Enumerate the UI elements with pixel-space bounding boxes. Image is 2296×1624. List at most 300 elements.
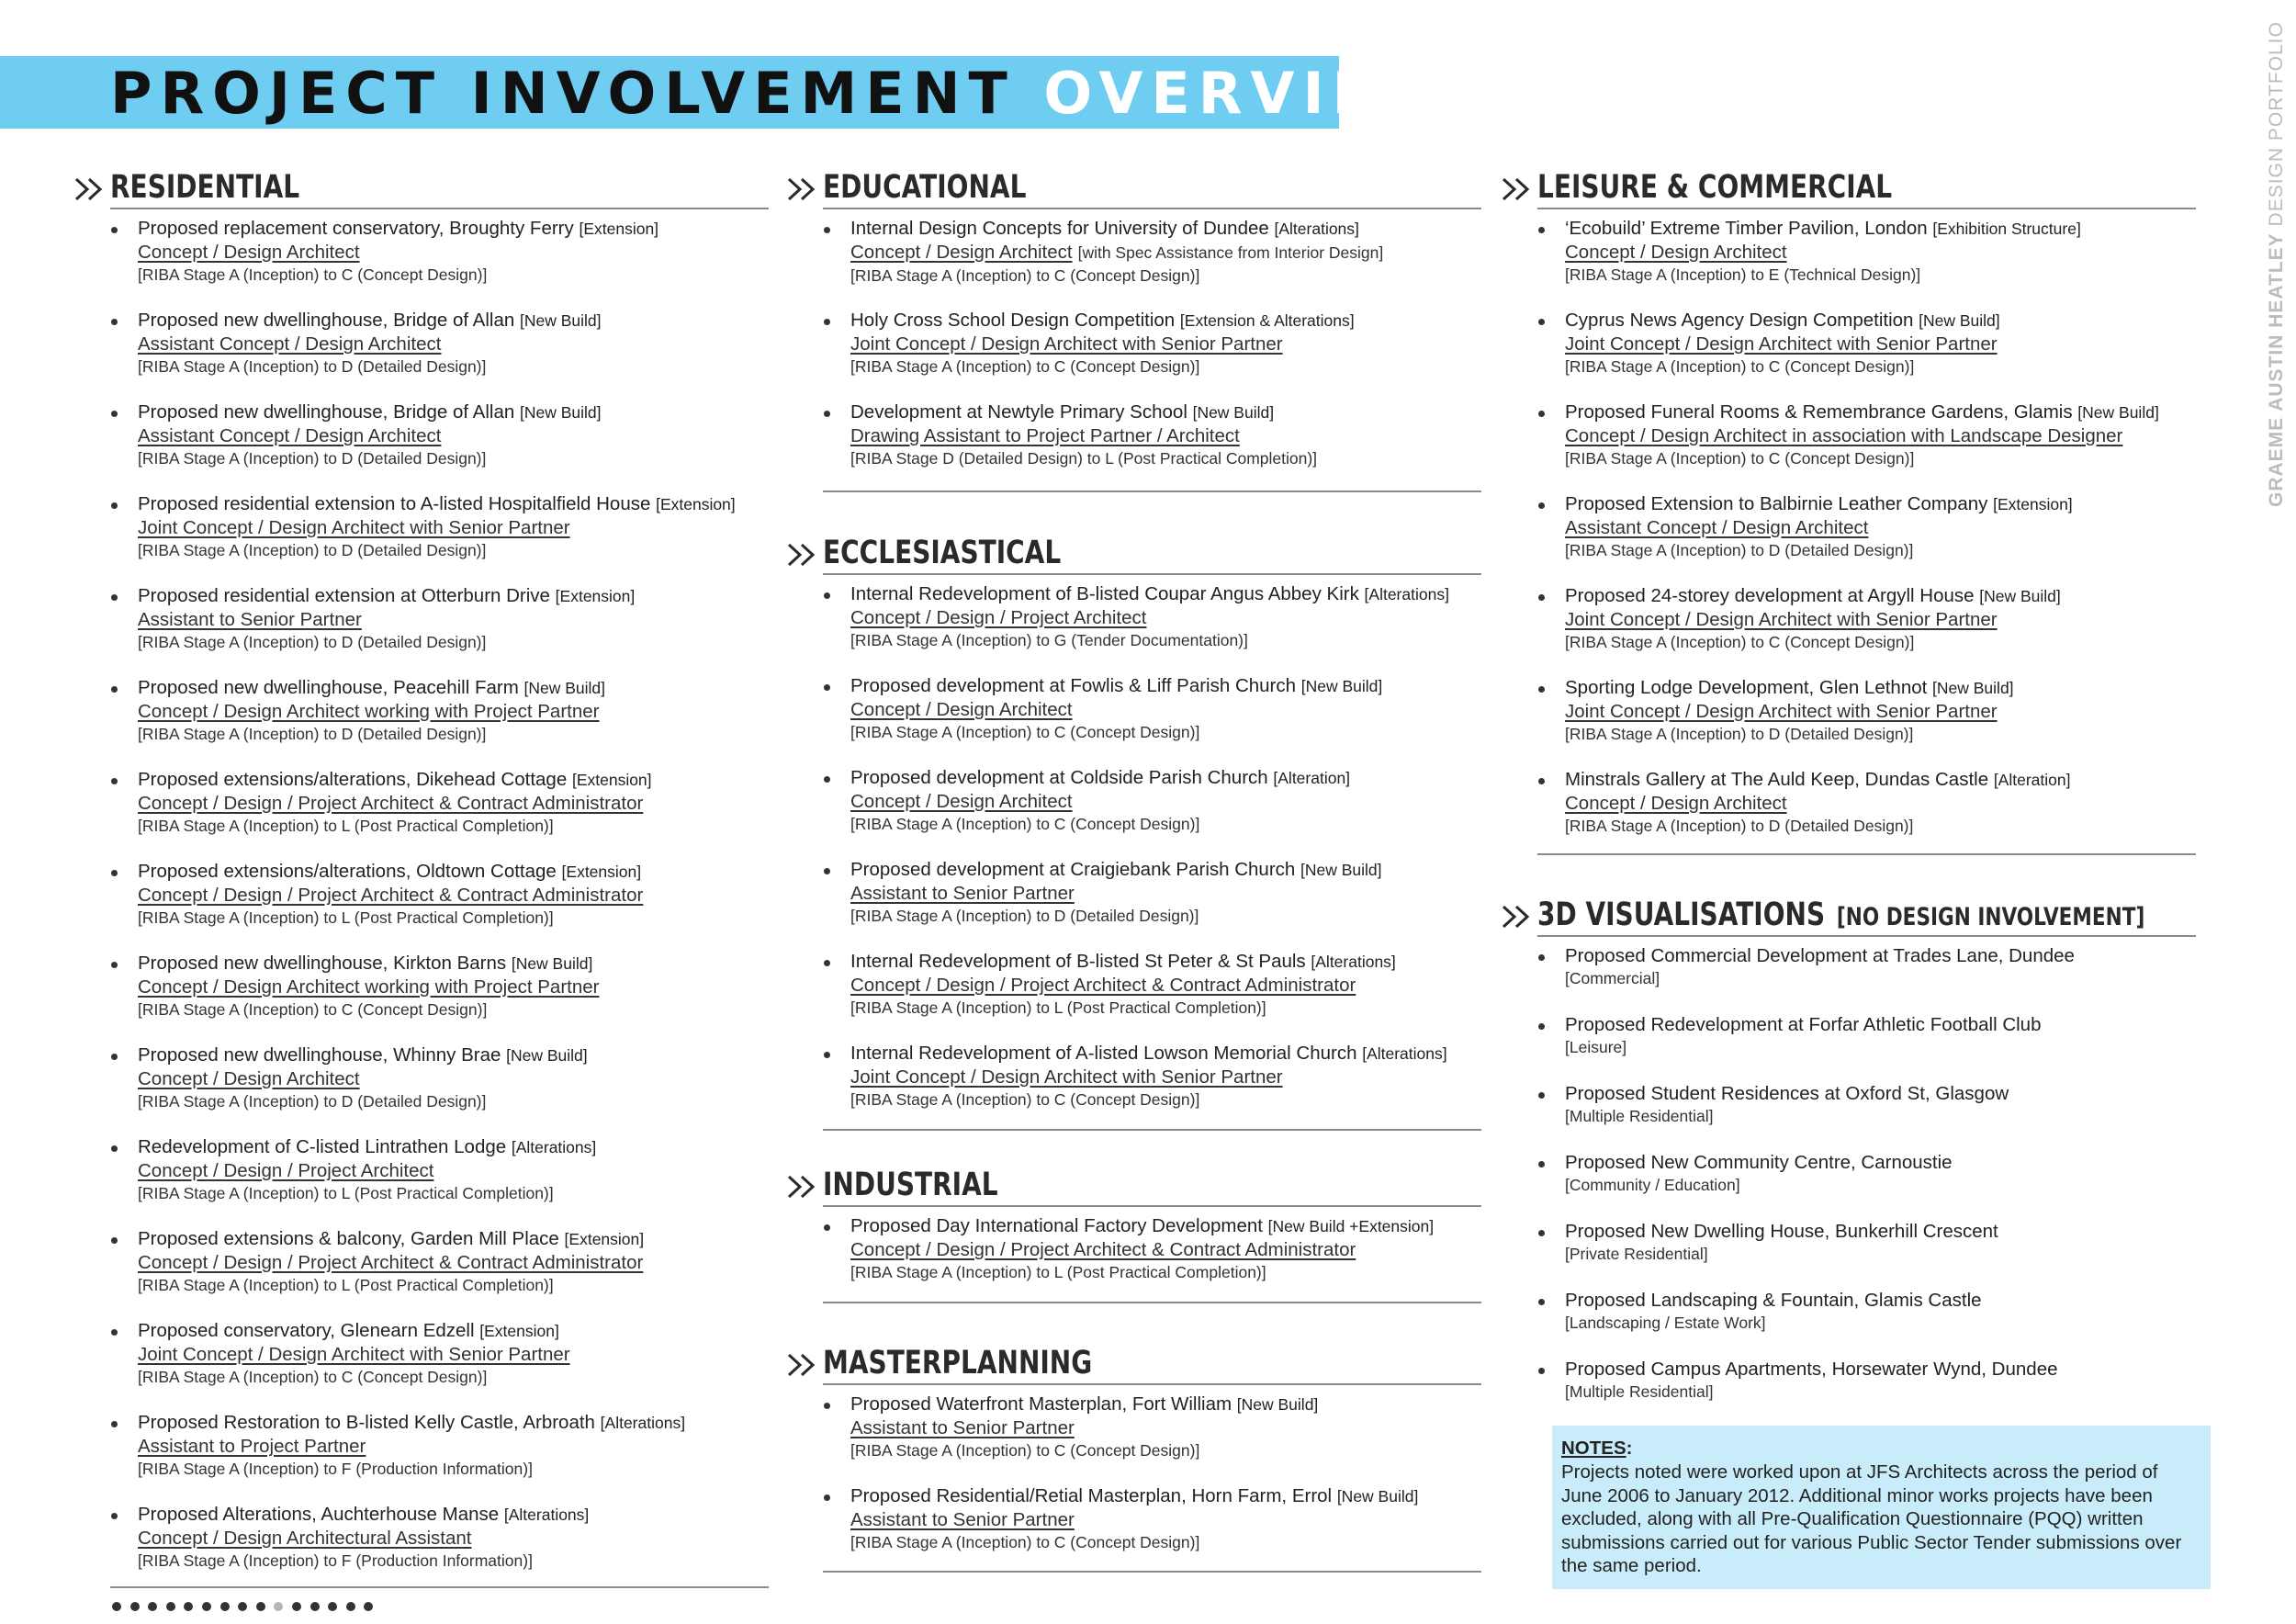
project-type-tag: [New Build] — [511, 954, 593, 973]
role-text: Concept / Design Architect working with Project Partner — [138, 976, 600, 998]
role-text: Concept / Design / Project Architect & Contract Administrator — [850, 1239, 1356, 1260]
role-text: Assistant to Senior Partner — [138, 609, 362, 630]
project-title: Redevelopment of C-listed Lintrathen Lodge — [138, 1136, 507, 1157]
project-title: Proposed new dwellinghouse, Peacehill Farm — [138, 677, 519, 698]
project-type-tag: [Extension] — [579, 220, 659, 238]
project-name — [138, 1503, 769, 1527]
role-text: Concept / Design Architect — [850, 791, 1073, 812]
list-item — [73, 676, 769, 768]
role-text: Joint Concept / Design Architect with Senior Partner — [850, 1066, 1283, 1088]
role-text: Concept / Design Architectural Assistant — [138, 1528, 472, 1549]
project-type-tag: [Alterations] — [511, 1138, 597, 1156]
project-title: Proposed New Community Centre, Carnoustie — [1565, 1152, 1953, 1173]
project-type-tag: [Extension] — [564, 1230, 645, 1248]
project-title: Proposed residential extension to A-listed Hospitalfield House — [138, 493, 651, 514]
project-role — [850, 1066, 1481, 1088]
riba-stage: [RIBA Stage A (Inception) to D (Detailed Design)] — [138, 541, 487, 559]
project-name — [1565, 584, 2196, 608]
bullet-icon — [1538, 319, 1545, 325]
project-name — [1565, 1151, 2196, 1174]
section-title-text: INDUSTRIAL — [823, 1167, 998, 1203]
riba-stage: [RIBA Stage A (Inception) to L (Post Practical Completion)] — [138, 817, 554, 835]
list-item — [786, 1042, 1481, 1133]
list-item — [73, 492, 769, 584]
riba-stage: [RIBA Stage A (Inception) to C (Concept Design)] — [850, 1441, 1200, 1460]
project-role — [138, 333, 769, 355]
riba-stage: [RIBA Stage A (Inception) to F (Production Information)] — [138, 1551, 533, 1570]
project-type-tag: [New Build] — [1932, 679, 2014, 697]
project-type-tag: [New Build] — [1336, 1487, 1419, 1506]
section-title — [1537, 895, 2144, 938]
project-name — [850, 582, 1481, 606]
project-category: [Multiple Residential] — [1565, 1382, 1714, 1401]
section-heading — [786, 533, 1481, 573]
bullet-icon — [824, 684, 830, 691]
section-end-rule — [823, 1302, 1481, 1303]
role-text: Concept / Design Architect — [850, 242, 1073, 263]
project-type-tag: [New Build] — [523, 679, 606, 697]
section-title-text: RESIDENTIAL — [110, 169, 300, 206]
bullet-icon — [1538, 227, 1545, 233]
riba-stage: [RIBA Stage D (Detailed Design) to L (Post Practical Completion)] — [850, 449, 1318, 468]
project-title: Proposed Funeral Rooms & Remembrance Gardens, Glamis — [1565, 401, 2073, 423]
project-name — [138, 1135, 769, 1159]
list-item — [1501, 768, 2196, 860]
page-dot[interactable] — [292, 1602, 301, 1611]
bullet-icon — [1538, 778, 1545, 784]
project-role — [850, 790, 1481, 813]
project-role — [850, 424, 1481, 447]
section-title — [823, 533, 1061, 573]
section-ecclesiastical — [786, 533, 1481, 1133]
project-type-tag: [New Build +Extension] — [1267, 1217, 1435, 1235]
role-text: Concept / Design Architect — [1565, 793, 1787, 814]
project-name — [850, 400, 1481, 424]
project-type-tag: [Extension] — [555, 587, 636, 605]
riba-stage: [RIBA Stage A (Inception) to D (Detailed Design)] — [1565, 541, 1914, 559]
project-name — [1565, 1082, 2196, 1105]
section-title-text: LEISURE & COMMERCIAL — [1537, 169, 1893, 206]
list-item — [786, 1484, 1481, 1576]
portfolio-label: DESIGN PORTFOLIO — [2266, 21, 2287, 227]
page-dot[interactable] — [166, 1602, 175, 1611]
project-title: Internal Redevelopment of A-listed Lowson Memorial Church — [850, 1043, 1357, 1064]
project-name — [1565, 944, 2196, 967]
section-end-rule — [823, 1129, 1481, 1131]
riba-stage: [RIBA Stage A (Inception) to C (Concept Design)] — [138, 265, 488, 284]
project-category: [Multiple Residential] — [1565, 1107, 1714, 1125]
list-item — [786, 217, 1481, 309]
bullet-icon — [111, 227, 118, 233]
project-role — [138, 1251, 769, 1274]
project-title: Proposed Day International Factory Development — [850, 1215, 1263, 1236]
project-name — [1565, 1358, 2196, 1381]
role-text: Concept / Design / Project Architect — [850, 607, 1147, 628]
section-end-rule — [110, 1586, 769, 1588]
project-category: [Private Residential] — [1565, 1245, 1708, 1263]
project-type-tag: [Extension] — [656, 495, 736, 513]
list-item — [1501, 1013, 2196, 1082]
section-3d-visualisations — [1501, 895, 2196, 1427]
section-heading — [1501, 167, 2196, 208]
page-title — [110, 57, 1450, 130]
project-title: Proposed development at Fowlis & Liff Parish Church — [850, 675, 1297, 696]
riba-stage: [RIBA Stage A (Inception) to D (Detailed Design)] — [1565, 817, 1914, 835]
project-role — [1565, 700, 2196, 723]
project-name — [138, 309, 769, 333]
role-text: Concept / Design / Project Architect & Contract Administrator — [850, 975, 1356, 996]
riba-stage: [RIBA Stage A (Inception) to D (Detailed Design)] — [850, 907, 1199, 925]
bullet-icon — [1538, 502, 1545, 509]
list-item — [786, 766, 1481, 858]
section-masterplanning — [786, 1343, 1481, 1576]
project-name — [1565, 768, 2196, 792]
project-name — [850, 766, 1481, 790]
project-list — [73, 208, 769, 1595]
double-chevron-icon — [1501, 176, 1536, 202]
project-name — [850, 950, 1481, 974]
role-note: [with Spec Assistance from Interior Design] — [1077, 243, 1384, 262]
list-item — [786, 674, 1481, 766]
project-type-tag: [New Build] — [1919, 311, 2000, 330]
project-title: Proposed Landscaping & Fountain, Glamis Castle — [1565, 1290, 1982, 1311]
section-title-suffix: [NO DESIGN INVOLVEMENT] — [1836, 903, 2145, 931]
project-title: Proposed Campus Apartments, Horsewater Wynd, Dundee — [1565, 1359, 2058, 1380]
bullet-icon — [1538, 1161, 1545, 1167]
project-title: Proposed extensions/alterations, Oldtown Cottage — [138, 861, 557, 882]
project-list — [786, 573, 1481, 1133]
project-name — [138, 217, 769, 241]
project-type-tag: [Alteration] — [1273, 769, 1351, 787]
project-name — [138, 1227, 769, 1251]
list-item — [1501, 400, 2196, 492]
section-heading — [786, 1165, 1481, 1205]
role-text: Assistant to Senior Partner — [850, 1509, 1075, 1530]
riba-stage: [RIBA Stage A (Inception) to E (Technical Design)] — [1565, 265, 1921, 284]
project-title: Proposed Redevelopment at Forfar Athletic Football Club — [1565, 1014, 2042, 1035]
project-title: Proposed Restoration to B-listed Kelly Castle, Arbroath — [138, 1412, 595, 1433]
project-role — [138, 792, 769, 815]
bullet-icon — [824, 319, 830, 325]
bullet-icon — [111, 411, 118, 417]
page-dot[interactable] — [364, 1602, 373, 1611]
section-heading — [1501, 895, 2196, 935]
project-name — [1565, 1013, 2196, 1036]
project-type-tag: [Extension] — [1993, 495, 2073, 513]
list-item — [73, 1043, 769, 1135]
project-name — [138, 1319, 769, 1343]
project-name — [138, 676, 769, 700]
section-title-text: EDUCATIONAL — [823, 169, 1027, 206]
bullet-icon — [824, 776, 830, 783]
project-type-tag: [New Build] — [519, 311, 602, 330]
role-text: Concept / Design Architect working with Project Partner — [138, 701, 600, 722]
project-name — [138, 952, 769, 976]
riba-stage: [RIBA Stage A (Inception) to L (Post Practical Completion)] — [138, 1276, 554, 1294]
project-role — [138, 976, 769, 998]
role-text: Drawing Assistant to Project Partner / Architect — [850, 425, 1240, 446]
bullet-icon — [824, 1494, 830, 1501]
project-role — [138, 1343, 769, 1366]
riba-stage: [RIBA Stage A (Inception) to C (Concept Design)] — [1565, 357, 1915, 376]
project-role — [138, 608, 769, 631]
page-dot[interactable] — [130, 1602, 140, 1611]
project-role — [1565, 608, 2196, 631]
project-role — [850, 698, 1481, 721]
project-title: Proposed 24-storey development at Argyll House — [1565, 585, 1975, 606]
project-title: Proposed Student Residences at Oxford St, Glasgow — [1565, 1083, 2009, 1104]
riba-stage: [RIBA Stage A (Inception) to D (Detailed Design)] — [1565, 725, 1914, 743]
page-dot[interactable] — [346, 1602, 355, 1611]
project-type-tag: [Alterations] — [503, 1506, 590, 1524]
bullet-icon — [111, 594, 118, 601]
project-type-tag: [Alterations] — [600, 1414, 686, 1432]
project-title: Sporting Lodge Development, Glen Lethnot — [1565, 677, 1928, 698]
riba-stage: [RIBA Stage A (Inception) to C (Concept Design)] — [850, 815, 1200, 833]
project-title: Proposed Extension to Balbirnie Leather Company — [1565, 493, 1988, 514]
project-role — [138, 700, 769, 723]
project-role — [138, 1067, 769, 1090]
bullet-icon — [1538, 1230, 1545, 1236]
bullet-icon — [111, 778, 118, 784]
project-category: [Leisure] — [1565, 1038, 1627, 1056]
project-type-tag: [New Build] — [506, 1046, 588, 1065]
project-title: Proposed Residential/Retial Masterplan, Horn Farm, Errol — [850, 1485, 1333, 1506]
project-title: Proposed New Dwelling House, Bunkerhill Crescent — [1565, 1221, 1998, 1242]
project-title: Proposed new dwellinghouse, Kirkton Barns — [138, 953, 507, 974]
riba-stage: [RIBA Stage A (Inception) to C (Concept Design)] — [850, 1090, 1200, 1109]
section-end-rule — [1537, 853, 2196, 855]
riba-stage: [RIBA Stage A (Inception) to C (Concept Design)] — [1565, 633, 1915, 651]
project-title: Proposed development at Coldside Parish Church — [850, 767, 1268, 788]
list-item — [73, 768, 769, 860]
project-name — [1565, 676, 2196, 700]
bullet-icon — [111, 1329, 118, 1336]
page-dot[interactable] — [256, 1602, 265, 1611]
bullet-icon — [111, 1054, 118, 1060]
project-name — [850, 858, 1481, 882]
section-residential — [73, 167, 769, 1595]
project-type-tag: [New Build] — [1236, 1395, 1319, 1414]
section-industrial — [786, 1165, 1481, 1306]
riba-stage: [RIBA Stage A (Inception) to C (Concept Design)] — [850, 266, 1200, 285]
notes-body: Projects noted were worked upon at JFS Architects across the period of June 2006 to January 2012. Additional minor works projects have been excluded, along with all Pre-Qualification Questionnaire (PQQ) written submissions carried out for various Public Sector Tender submissions over the same period. — [1561, 1461, 2182, 1576]
page-dot[interactable] — [184, 1602, 193, 1611]
notes-heading: NOTES: — [1561, 1438, 1633, 1459]
section-educational — [786, 167, 1481, 492]
bullet-icon — [824, 1052, 830, 1058]
riba-stage: [RIBA Stage A (Inception) to D (Detailed Design)] — [138, 449, 487, 468]
page-title-dark: PROJECT INVOLVEMENT — [110, 60, 1016, 127]
list-item — [73, 1319, 769, 1411]
bullet-icon — [824, 960, 830, 966]
riba-stage: [RIBA Stage A (Inception) to C (Concept Design)] — [850, 723, 1200, 741]
list-item — [1501, 217, 2196, 309]
project-title: Internal Design Concepts for University of Dundee — [850, 218, 1269, 239]
riba-stage: [RIBA Stage A (Inception) to L (Post Practical Completion)] — [138, 1184, 554, 1202]
project-type-tag: [New Build] — [1300, 861, 1382, 879]
project-role — [850, 882, 1481, 905]
role-text: Joint Concept / Design Architect with Senior Partner — [138, 517, 570, 538]
section-title — [823, 167, 1026, 208]
project-title: Proposed new dwellinghouse, Whinny Brae — [138, 1044, 501, 1066]
project-name — [1565, 1289, 2196, 1312]
page-dot[interactable] — [148, 1602, 157, 1611]
project-list — [1501, 208, 2196, 860]
bullet-icon — [111, 1421, 118, 1427]
page-dot[interactable] — [274, 1602, 283, 1611]
project-title: Proposed residential extension at Otterburn Drive — [138, 585, 550, 606]
page-dot[interactable] — [112, 1602, 121, 1611]
riba-stage: [RIBA Stage A (Inception) to C (Concept Design)] — [850, 357, 1200, 376]
project-title: Proposed Commercial Development at Trades Lane, Dundee — [1565, 945, 2075, 966]
project-title: Proposed extensions/alterations, Dikehead Cottage — [138, 769, 568, 790]
page-dot[interactable] — [220, 1602, 230, 1611]
bullet-icon — [1538, 954, 1545, 961]
list-item — [1501, 944, 2196, 1013]
project-list — [1501, 935, 2196, 1427]
project-title: Proposed Waterfront Masterplan, Fort William — [850, 1393, 1232, 1415]
project-role — [850, 974, 1481, 997]
project-role — [850, 606, 1481, 629]
list-item — [73, 400, 769, 492]
page-title-light: OVERVIEW — [1043, 60, 1451, 127]
project-role — [138, 1527, 769, 1550]
list-item — [1501, 309, 2196, 400]
section-end-rule — [823, 1571, 1481, 1573]
project-list — [786, 1383, 1481, 1576]
riba-stage: [RIBA Stage A (Inception) to L (Post Practical Completion)] — [850, 998, 1266, 1017]
portfolio-author: GRAEME AUSTIN HEATLEY — [2266, 232, 2287, 507]
project-role — [850, 333, 1481, 355]
page-dot[interactable] — [238, 1602, 247, 1611]
role-text: Joint Concept / Design Architect with Senior Partner — [850, 333, 1283, 355]
role-text: Assistant Concept / Design Architect — [138, 425, 442, 446]
section-title — [823, 1343, 1092, 1383]
project-role — [138, 1159, 769, 1182]
project-name — [138, 1411, 769, 1435]
role-text: Joint Concept / Design Architect with Senior Partner — [138, 1344, 570, 1365]
bullet-icon — [1538, 1023, 1545, 1030]
role-text: Concept / Design / Project Architect & Contract Administrator — [138, 793, 644, 814]
project-name — [1565, 217, 2196, 241]
double-chevron-icon — [786, 542, 821, 568]
list-item — [73, 1227, 769, 1319]
project-role — [1565, 792, 2196, 815]
bullet-icon — [824, 592, 830, 599]
list-item — [786, 950, 1481, 1042]
project-title: Proposed replacement conservatory, Broughty Ferry — [138, 218, 574, 239]
riba-stage: [RIBA Stage A (Inception) to C (Concept Design)] — [138, 1000, 488, 1019]
role-text: Concept / Design Architect — [1565, 242, 1787, 263]
bullet-icon — [111, 502, 118, 509]
section-heading — [786, 167, 1481, 208]
project-title: Proposed extensions & balcony, Garden Mill Place — [138, 1228, 559, 1249]
section-title — [1537, 167, 1892, 208]
project-type-tag: [Alteration] — [1993, 771, 2071, 789]
project-type-tag: [Alterations] — [1274, 220, 1359, 238]
project-name — [850, 309, 1481, 333]
bullet-icon — [824, 1403, 830, 1409]
riba-stage: [RIBA Stage A (Inception) to C (Concept Design)] — [138, 1368, 488, 1386]
bullet-icon — [1538, 1299, 1545, 1305]
project-name — [850, 674, 1481, 698]
project-name — [850, 1393, 1481, 1416]
section-heading — [73, 167, 769, 208]
role-text: Concept / Design / Project Architect & Contract Administrator — [138, 1252, 644, 1273]
list-item — [1501, 584, 2196, 676]
double-chevron-icon — [1501, 904, 1536, 930]
list-item — [786, 582, 1481, 674]
project-role — [1565, 241, 2196, 264]
page-dot[interactable] — [310, 1602, 320, 1611]
project-role — [850, 1238, 1481, 1261]
section-title-text: ECCLESIASTICAL — [823, 535, 1062, 571]
list-item — [73, 217, 769, 309]
double-chevron-icon — [786, 1174, 821, 1200]
riba-stage: [RIBA Stage A (Inception) to G (Tender Documentation)] — [850, 631, 1248, 649]
list-item — [73, 584, 769, 676]
list-item — [73, 309, 769, 400]
role-text: Concept / Design Architect in association with Landscape Designer — [1565, 425, 2123, 446]
list-item — [73, 952, 769, 1043]
page-dot[interactable] — [328, 1602, 337, 1611]
bullet-icon — [111, 686, 118, 693]
bullet-icon — [824, 411, 830, 417]
page-dot[interactable] — [202, 1602, 211, 1611]
project-type-tag: [New Build] — [519, 403, 602, 422]
project-role — [850, 1508, 1481, 1531]
project-category: [Community / Education] — [1565, 1176, 1740, 1194]
project-type-tag: [New Build] — [1979, 587, 2061, 605]
list-item — [73, 1503, 769, 1595]
bullet-icon — [824, 1224, 830, 1231]
project-title: Minstrals Gallery at The Auld Keep, Dundas Castle — [1565, 769, 1989, 790]
project-type-tag: [Extension & Alterations] — [1179, 311, 1355, 330]
bullet-icon — [111, 1513, 118, 1519]
list-item — [1501, 1151, 2196, 1220]
project-type-tag: [Extension] — [561, 863, 642, 881]
role-text: Assistant to Senior Partner — [850, 1417, 1075, 1438]
riba-stage: [RIBA Stage A (Inception) to D (Detailed Design)] — [138, 1092, 487, 1111]
role-text: Joint Concept / Design Architect with Senior Partner — [1565, 333, 1998, 355]
project-category: [Commercial] — [1565, 969, 1660, 987]
bullet-icon — [1538, 1368, 1545, 1374]
list-item — [1501, 1289, 2196, 1358]
project-role — [138, 424, 769, 447]
project-role — [850, 1416, 1481, 1439]
project-role — [138, 241, 769, 264]
project-title: Proposed Alterations, Auchterhouse Manse — [138, 1504, 500, 1525]
bullet-icon — [111, 1237, 118, 1244]
role-text: Joint Concept / Design Architect with Senior Partner — [1565, 701, 1998, 722]
section-leisure-commercial — [1501, 167, 2196, 860]
list-item — [786, 400, 1481, 492]
project-role — [138, 516, 769, 539]
bullet-icon — [1538, 686, 1545, 693]
project-title: Proposed new dwellinghouse, Bridge of Allan — [138, 310, 515, 331]
riba-stage: [RIBA Stage A (Inception) to F (Production Information)] — [138, 1460, 533, 1478]
project-name — [850, 1042, 1481, 1066]
project-title: Development at Newtyle Primary School — [850, 401, 1187, 423]
project-type-tag: [Extension] — [571, 771, 652, 789]
list-item — [73, 860, 769, 952]
project-type-tag: [New Build] — [2077, 403, 2159, 422]
section-title-text: MASTERPLANNING — [823, 1345, 1093, 1382]
notes-box — [1552, 1426, 2211, 1589]
riba-stage: [RIBA Stage A (Inception) to L (Post Practical Completion)] — [850, 1263, 1266, 1281]
project-title: Proposed conservatory, Glenearn Edzell — [138, 1320, 475, 1341]
